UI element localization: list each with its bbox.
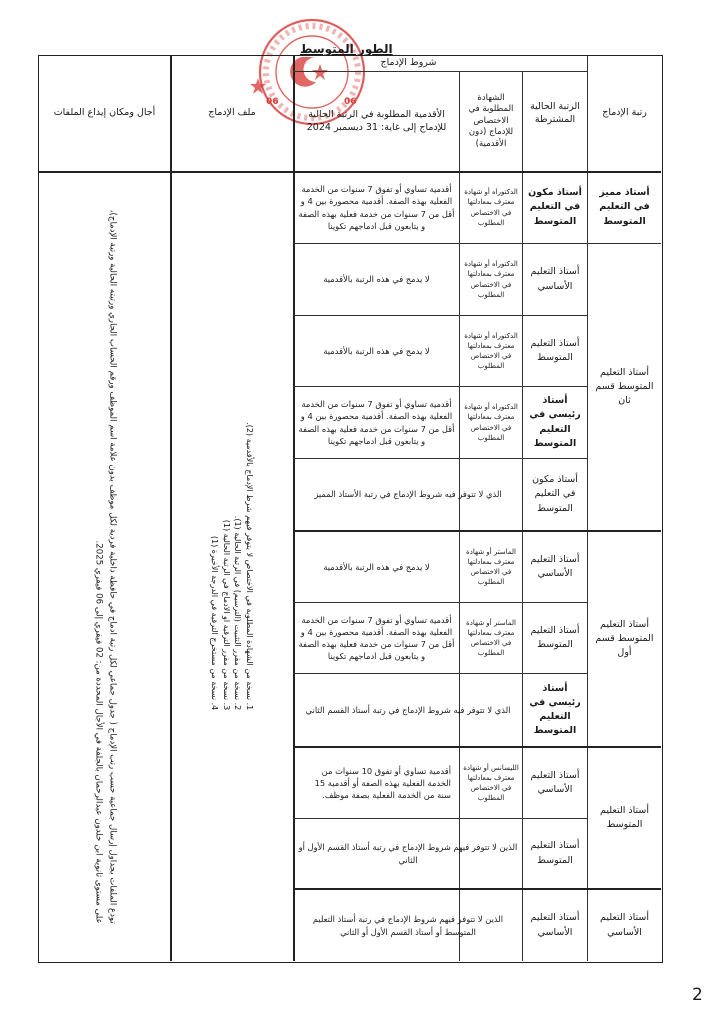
current-rank-cell: أستاذ التعليم المتوسط (530, 840, 580, 866)
certificate-cell: الدكتوراه أو شهادة معترف بمعادلتها في الاختصاص المطلوب (464, 403, 518, 442)
group-label: أستاذ التعليم المتوسط قسم أول (595, 618, 654, 659)
certificate-cell: الدكتوراه أو شهادة معترف بمعادلتها في الاختصاص المطلوب (464, 188, 518, 227)
seniority-cell: لا يدمج في هذه الرتبة بالأقدمية (323, 561, 430, 572)
header-seniority: الأقدمية المطلوبة في الرتبة الحالية للإدماج إلى غاية: 31 ديسمبر 2024 (306, 108, 447, 133)
group-label: أستاذ مميز في التعليم المتوسط (599, 187, 650, 227)
svg-text:06: 06 (266, 97, 279, 107)
deadline-line: تودع الملفات بجداول إرسال جماعية حسب رتب الإدماج ( جدول جماعي لكل رتبة ادماج في حافظة داخلية فردية لكل موظف بدون علامة اسم الموظف ورقم الحساب الجاري ورتبته الحالية ورتبة الإدماج)، (107, 209, 118, 924)
current-rank-cell: أستاذ مكون في التعليم المتوسط (528, 187, 582, 227)
deadline-info (39, 172, 170, 961)
stage-title: الطور المتوسط (300, 42, 393, 56)
group-label: أستاذ التعليم الأساسي (600, 912, 649, 938)
condition-note-cell: الذين لا تتوفر فيهم شروط الإدماج في رتبة أستاذ القسم الأول أو الثاني (298, 842, 518, 865)
seniority-cell: أقدمية تساوي أو تفوق 7 سنوات من الخدمة الفعلية بهذه الصفة. أقدمية محصورة بين 4 و أقل من 7 سنوات من خدمة فعلية بهذه الصفة و يتابعون قبل ادماجهم تكوينا (298, 399, 455, 446)
integration-table (38, 55, 663, 963)
file-item: 2. نسخة من مقرر التثبيت (الترسيم) في الرتبة الحالية (1). (233, 516, 243, 711)
condition-note-cell: الذي لا تتوفر فيه شروط الإدماج في رتبة الأستاذ المميز (314, 489, 502, 500)
current-rank-cell: أستاذ رئيسي في التعليم المتوسط (529, 395, 581, 449)
header-certificate: الشهادة المطلوبة في الاختصاص للإدماج (دون الأقدمية) (468, 92, 514, 149)
current-rank-cell: أستاذ التعليم المتوسط (530, 337, 580, 363)
group-label: أستاذ التعليم المتوسط (600, 804, 649, 830)
condition-note-cell: الذين لا تتوفر فيهم شروط الإدماج في رتبة أستاذ التعليم المتوسط أو أستاذ القسم الأول أو الثاني (312, 914, 504, 937)
deadline-line: على مستوى ثانوية ابن خلدون عبدالرحمان بالجلفة في الأجال المحددة من: 02 فيفري إلى 06 فيفري 2025. (93, 540, 104, 924)
header-deadlines: أجال ومكان إيداع الملفات (53, 107, 156, 119)
header-conditions: شروط الإدماج (380, 57, 437, 69)
seniority-cell: لا يدمج في هذه الرتبة بالأقدمية (323, 274, 430, 285)
current-rank-cell: أستاذ التعليم الأساسي (530, 266, 580, 292)
file-item: 4. نسخة من مستخرج الترقية في الدرجة الأخيرة (1) (210, 536, 220, 711)
header-current-rank: الرتبة الحالية المشترطة (530, 100, 580, 125)
current-rank-cell: أستاذ التعليم الأساسي (530, 769, 580, 795)
file-list (171, 172, 293, 961)
current-rank-cell: أستاذ رئيسي في التعليم المتوسط (529, 682, 581, 737)
file-item: 1. نسخة من الشهادة المطلوبة في الاختصاص لا يتوفر فيهم شرط الإدماج بالأقدمية (2). (245, 422, 255, 711)
current-rank-cell: أستاذ التعليم الأساسي (530, 553, 580, 579)
seniority-cell: أقدمية تساوي أو تفوق 7 سنوات من الخدمة الفعلية بهذه الصفة. أقدمية محصورة بين 4 و أقل من 7 سنوات من خدمة فعلية بهذه الصفة و يتابعون قبل ادماجهم تكوينا (298, 184, 455, 231)
header-file: ملف الإدماج (208, 107, 256, 119)
current-rank-cell: أستاذ مكون في التعليم المتوسط (532, 474, 578, 514)
certificate-cell: الماستر أو شهادة معترف بمعادلتها في الاختصاص المطلوب (466, 547, 516, 587)
seniority-cell: أقدمية تساوي أو تفوق 10 سنوات من الخدمة الفعلية بهذه الصفة أو أقدمية 15 سنة من الخدمة الفعلية بصفة موظف. (314, 765, 451, 800)
page-number: 2 (692, 985, 703, 1005)
file-item: 3. نسخة من مقرر الترقية او الادماج في الرتبة الحالية (1) (222, 520, 231, 711)
svg-text:06: 06 (344, 97, 357, 107)
certificate-cell: الليسانس أو شهادة معترف بمعادلتها في الاختصاص المطلوب (463, 763, 519, 803)
seniority-cell: لا يدمج في هذه الرتبة بالأقدمية (323, 345, 430, 356)
certificate-cell: الدكتوراه أو شهادة معترف بمعادلتها في الاختصاص المطلوب (464, 260, 518, 299)
certificate-cell: الماستر أو شهادة معترف بمعادلتها في الاختصاص المطلوب (466, 618, 516, 658)
seniority-cell: أقدمية تساوي أو تفوق 7 سنوات من الخدمة الفعلية بهذه الصفة. أقدمية محصورة بين 4 و أقل من 7 سنوات من خدمة فعلية بهذه الصفة و يتابعون قبل ادماجهم تكوينا (298, 614, 455, 662)
current-rank-cell: أستاذ التعليم الأساسي (530, 912, 580, 938)
group-label: أستاذ التعليم المتوسط قسم ثان (595, 366, 654, 407)
current-rank-cell: أستاذ التعليم المتوسط (530, 624, 580, 650)
header-integration-rank: رتبة الإدماج (602, 107, 647, 119)
certificate-cell: الدكتوراه أو شهادة معترف بمعادلتها في الاختصاص المطلوب (464, 331, 518, 371)
condition-note-cell: الذي لا تتوفر فيه شروط الإدماج في رتبة أستاذ القسم الثاني (305, 704, 511, 715)
